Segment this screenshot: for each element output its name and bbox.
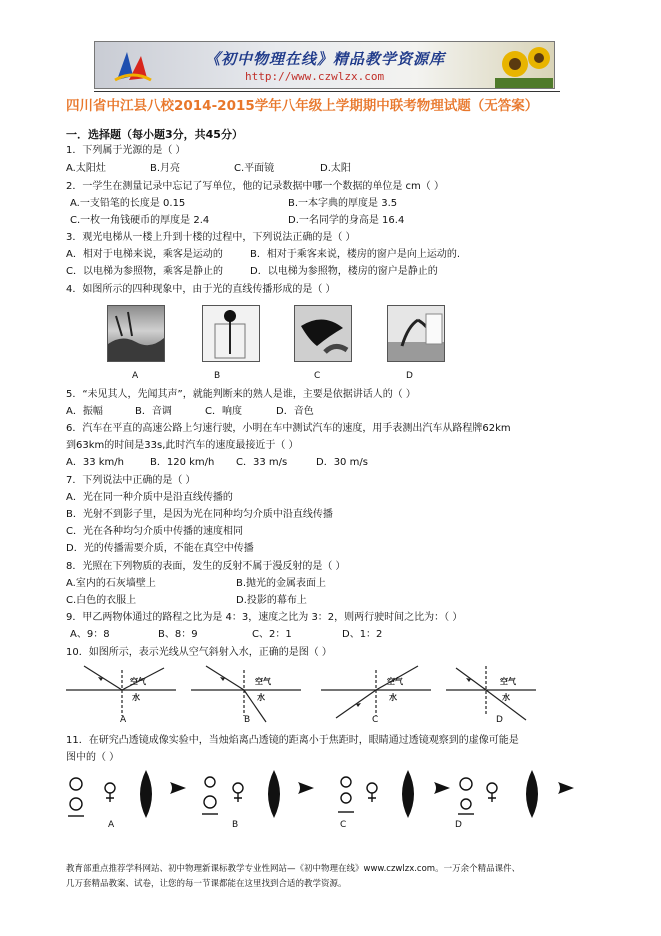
question-11-line-1: 11．在研究凸透镜成像实验中，当烛焰离凸透镜的距离小于焦距时，眼睛通过透镜观察到的虚像可能是 xyxy=(66,735,519,746)
q4-label-a: A xyxy=(132,371,139,381)
q1-option-d: D.太阳 xyxy=(320,163,351,174)
question-4: 4．如图所示的四种现象中，由于光的直线传播形成的是（ ） xyxy=(66,284,336,295)
q10-air-label-c: 空气 xyxy=(387,677,403,686)
q4-label-d: D xyxy=(406,371,413,381)
q1-option-c: C.平面镜 xyxy=(234,163,275,174)
q10-label-c: C xyxy=(372,715,379,725)
q4-image-c xyxy=(294,305,352,362)
q7-option-c: C．光在各种均匀介质中传播的速度相同 xyxy=(66,526,243,537)
q9-option-d: D、1：2 xyxy=(342,629,383,640)
question-10: 10．如图所示，表示光线从空气斜射入水，正确的是图（ ） xyxy=(66,647,332,658)
question-3: 3．观光电梯从一楼上升到十楼的过程中，下列说法正确的是（ ） xyxy=(66,232,356,243)
q3-option-b: B．相对于乘客来说，楼房的窗户是向上运动的. xyxy=(250,249,461,260)
q11-label-c: C xyxy=(340,820,347,830)
q4-label-c: C xyxy=(314,371,321,381)
question-11-line-2: 图中的（ ） xyxy=(66,752,120,763)
question-6-line-1: 6．汽车在平直的高速公路上匀速行驶，小明在车中测试汽车的速度，用手表测出汽车从路程牌62km xyxy=(66,423,511,434)
banner-title: 《初中物理在线》精品教学资源库 xyxy=(205,50,446,68)
question-5: 5．“未见其人，先闻其声”，就能判断来的熟人是谁，主要是依据讲话人的（ ） xyxy=(66,389,416,400)
header-rule xyxy=(94,91,560,92)
question-1: 1．下列属于光源的是（ ） xyxy=(66,145,186,156)
q3-option-c: C．以电梯为参照物，乘客是静止的 xyxy=(66,266,223,277)
section-heading: 一．选择题（每小题3分，共45分） xyxy=(66,128,243,141)
q9-option-a: A、9：8 xyxy=(70,629,110,640)
q7-option-d: D．光的传播需要介质，不能在真空中传播 xyxy=(66,543,254,554)
q6-option-a: A．33 km/h xyxy=(66,457,124,468)
q5-option-a: A．振幅 xyxy=(66,406,103,417)
q6-option-c: C．33 m/s xyxy=(236,457,288,468)
q7-option-b: B．光射不到影子里，是因为光在同种均匀介质中沿直线传播 xyxy=(66,509,333,520)
q10-air-label-a: 空气 xyxy=(130,677,146,686)
q2-option-d: D.一名同学的身高是 16.4 xyxy=(288,215,405,226)
q6-option-b: B．120 km/h xyxy=(150,457,215,468)
footer-line-1: 教育部重点推荐学科网站、初中物理新课标教学专业性网站—《初中物理在线》www.czwlzx.com。一万余个精品课件、 xyxy=(66,864,521,874)
q8-option-d: D.投影的幕布上 xyxy=(236,595,307,606)
sunflower-icon xyxy=(495,44,553,88)
q8-option-b: B.抛光的金属表面上 xyxy=(236,578,327,589)
q10-water-label-b: 水 xyxy=(257,693,265,702)
q5-option-b: B．音调 xyxy=(135,406,172,417)
question-7: 7．下列说法中正确的是（ ） xyxy=(66,475,196,486)
q11-label-d: D xyxy=(455,820,462,830)
q10-water-label-d: 水 xyxy=(502,693,510,702)
q4-label-b: B xyxy=(214,371,221,381)
q10-label-b: B xyxy=(244,715,251,725)
q8-option-c: C.白色的衣服上 xyxy=(66,595,137,606)
q2-option-b: B.一本字典的厚度是 3.5 xyxy=(288,198,398,209)
q5-option-c: C．响度 xyxy=(205,406,242,417)
question-8: 8．光照在下列物质的表面，发生的反射不属于漫反射的是（ ） xyxy=(66,561,346,572)
q4-image-a xyxy=(107,305,165,362)
q3-option-d: D．以电梯为参照物，楼房的窗户是静止的 xyxy=(250,266,438,277)
q10-air-label-d: 空气 xyxy=(500,677,516,686)
q8-option-a: A.室内的石灰墙壁上 xyxy=(66,578,156,589)
question-9: 9．甲乙两物体通过的路程之比为是 4：3，速度之比为 3：2，则两行驶时间之比为：（ ） xyxy=(66,612,463,623)
site-logo-icon xyxy=(113,46,153,84)
q2-option-c: C.一枚一角钱硬币的厚度是 2.4 xyxy=(70,215,210,226)
q9-option-c: C、2：1 xyxy=(252,629,292,640)
q11-lens-diagrams xyxy=(62,768,602,824)
q10-water-label-c: 水 xyxy=(389,693,397,702)
q1-option-b: B.月亮 xyxy=(150,163,181,174)
q5-option-d: D．音色 xyxy=(276,406,314,417)
question-2: 2．一学生在测量记录中忘记了写单位，他的记录数据中哪一个数据的单位是 cm（ ） xyxy=(66,181,444,192)
document-title: 四川省中江县八校2014-2015学年八年级上学期期中联考物理试题（无答案） xyxy=(66,98,539,114)
question-6-line-2: 到63km的时间是33s,此时汽车的速度最接近于（ ） xyxy=(66,440,299,451)
banner-url[interactable]: http://www.czwlzx.com xyxy=(245,70,385,83)
q1-option-a: A.太阳灶 xyxy=(66,163,106,174)
q11-label-a: A xyxy=(108,820,115,830)
q6-option-d: D．30 m/s xyxy=(316,457,368,468)
header-banner xyxy=(94,41,555,89)
q10-water-label-a: 水 xyxy=(132,693,140,702)
q4-image-d xyxy=(387,305,445,362)
q2-option-a: A.一支铅笔的长度是 0.15 xyxy=(70,198,186,209)
q11-label-b: B xyxy=(232,820,239,830)
q10-label-d: D xyxy=(496,715,503,725)
q4-image-b xyxy=(202,305,260,362)
q10-air-label-b: 空气 xyxy=(255,677,271,686)
q10-label-a: A xyxy=(120,715,127,725)
q3-option-a: A．相对于电梯来说，乘客是运动的 xyxy=(66,249,223,260)
q7-option-a: A．光在同一种介质中是沿直线传播的 xyxy=(66,492,233,503)
footer-line-2: 几万套精品教案、试卷，让您的每一节课都能在这里找到合适的教学资源。 xyxy=(66,879,347,889)
page-footer xyxy=(66,862,626,892)
q9-option-b: B、8：9 xyxy=(158,629,198,640)
